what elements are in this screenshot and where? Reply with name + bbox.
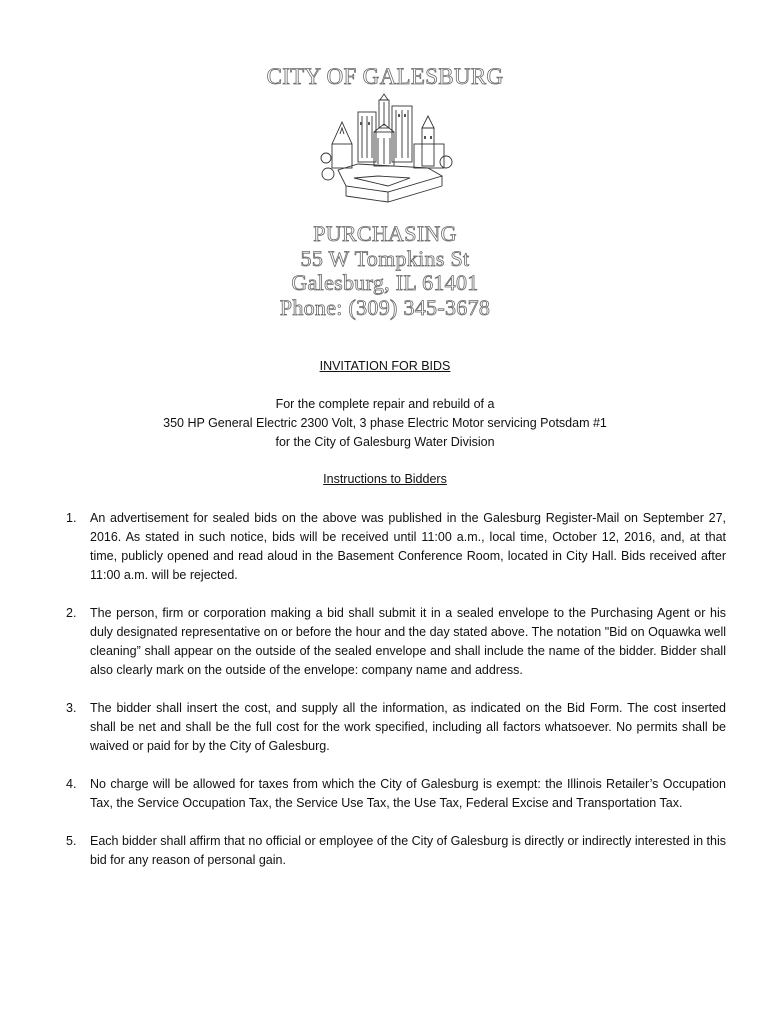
street-address: 55 W Tompkins St xyxy=(300,245,470,271)
item-number: 2. xyxy=(66,606,77,620)
document-title: INVITATION FOR BIDS xyxy=(319,359,451,373)
department-block xyxy=(0,222,770,320)
description-line-2: 350 HP General Electric 2300 Volt, 3 phase Electric Motor servicing Potsdam #1 xyxy=(163,416,607,430)
item-number: 3. xyxy=(66,701,77,715)
item-text: The person, firm or corporation making a bid shall submit it in a sealed envelope to the Purchasing Agent or his duly designated representative on or before the hour and the day stated above. The notation "Bid on Oquawka well cleaning” shall appear on the outside of the sealed envelope and shall include the name of the bidder. Bidder shall also clearly mark on the outside of the envelope: company name and address. xyxy=(90,606,726,677)
item-text: The bidder shall insert the cost, and supply all the information, as indicated on the Bid Form. The cost inserted shall be net and shall be the full cost for the work specified, including all factors whatsoever. No permits shall be waived or paid for by the City of Galesburg. xyxy=(90,701,726,753)
city-buildings-emblem-icon xyxy=(318,92,454,204)
instructions-heading: Instructions to Bidders xyxy=(323,472,447,486)
phone-number: Phone: (309) 345-3678 xyxy=(279,294,491,320)
item-text: An advertisement for sealed bids on the above was published in the Galesburg Register-Mail on September 27, 2016. As stated in such notice, bids will be received until 11:00 a.m., local time, October 12, 2016, and, at that time, publicly opened and read aloud in the Basement Conference Room, located in City Hall. Bids received after 11:00 a.m. will be rejected. xyxy=(90,511,726,582)
description-line-3: for the City of Galesburg Water Division xyxy=(275,435,495,449)
department-name: PURCHASING xyxy=(313,221,457,246)
instructions-list xyxy=(66,509,726,889)
description-line-1: For the complete repair and rebuild of a xyxy=(275,397,495,411)
list-item xyxy=(66,832,726,870)
bid-description xyxy=(0,395,770,452)
item-number: 1. xyxy=(66,511,77,525)
list-item xyxy=(66,699,726,756)
list-item xyxy=(66,509,726,585)
city-state-zip: Galesburg, IL 61401 xyxy=(291,270,479,295)
org-name: CITY OF GALESBURG xyxy=(266,64,504,89)
item-text: Each bidder shall affirm that no official or employee of the City of Galesburg is directly or indirectly interested in this bid for any reason of personal gain. xyxy=(90,834,726,867)
item-text: No charge will be allowed for taxes from which the City of Galesburg is exempt: the Illinois Retailer’s Occupation Tax, the Service Occupation Tax, the Service Use Tax, the Use Tax, Federal Excise and Transportation Tax. xyxy=(90,777,726,810)
item-number: 5. xyxy=(66,834,77,848)
item-number: 4. xyxy=(66,777,77,791)
list-item xyxy=(66,775,726,813)
list-item xyxy=(66,604,726,680)
